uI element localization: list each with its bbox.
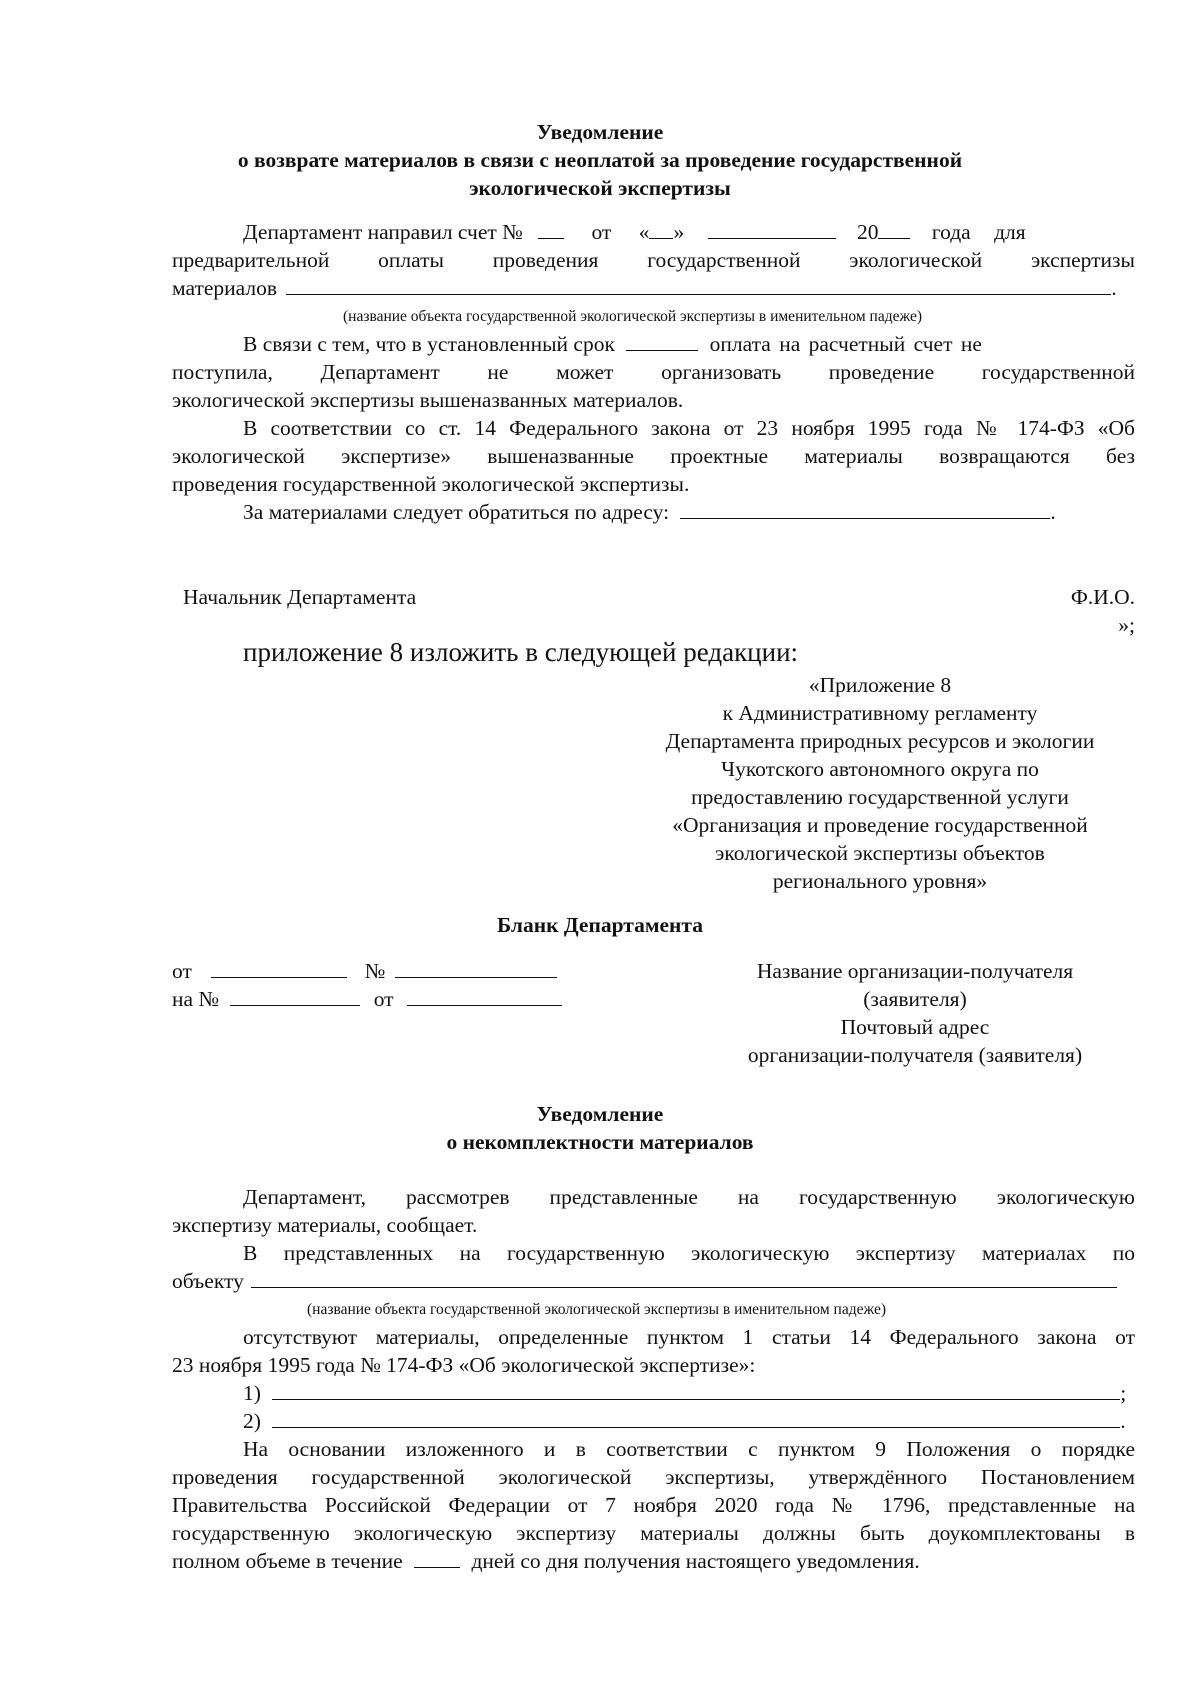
notice1-p1-hint: (название объекта государственной экологической экспертизы в именительном падеже)	[343, 308, 923, 325]
object-field[interactable]	[251, 1267, 1117, 1288]
notice2-p1-line2: экспертизу материалы, сообщает.	[172, 1213, 478, 1237]
notice2-p2-line2: объекту	[172, 1267, 1117, 1295]
missing-item-1: 1) ;	[243, 1381, 1127, 1405]
object-name-blank[interactable]	[286, 274, 1111, 295]
missing-item-2-field[interactable]	[272, 1407, 1120, 1428]
notice1-p4: За материалами следует обратиться по адресу: .	[243, 500, 1056, 524]
notice1-title: Уведомление	[536, 120, 664, 144]
notice1-p1-line3: материалов .	[172, 276, 1117, 300]
amendment-text: приложение 8 изложить в следующей редакции:	[243, 637, 799, 667]
appendix-header-line: предоставлению государственной услуги	[691, 785, 1069, 809]
notice2-subtitle: о некомплектности материалов	[446, 1130, 754, 1154]
reg-line-2: на № от	[172, 985, 562, 1013]
notice2-p2-hint: (название объекта государственной экологической экспертизы в именительном падеже)	[307, 1301, 887, 1318]
address-blank[interactable]	[680, 498, 1050, 519]
days-field[interactable]	[414, 1547, 460, 1568]
deadline-blank[interactable]	[626, 330, 698, 351]
notice2-p1-line1: Департамент, рассмотрев представленные на государственную экологическую	[243, 1185, 1135, 1209]
notice2-p2-line1: В представленных на государственную экологическую экспертизу материалах по	[243, 1241, 1135, 1265]
invoice-day-blank[interactable]	[649, 218, 673, 239]
missing-item-2: 2) .	[243, 1409, 1126, 1433]
reg-number-field[interactable]	[395, 957, 557, 978]
notice1-subtitle-line2: экологической экспертизы	[469, 176, 731, 200]
notice1-p1-line1: Департамент направил счет № от « » 20 года для	[243, 220, 1026, 244]
notice2-p4-line5: полном объеме в течение дней со дня получения настоящего уведомления.	[172, 1549, 920, 1573]
recipient-line: организации-получателя (заявителя)	[747, 1043, 1083, 1067]
recipient-line: Почтовый адрес	[840, 1015, 990, 1039]
ref-number-field[interactable]	[230, 985, 360, 1006]
invoice-month-blank[interactable]	[708, 218, 836, 239]
notice2-p3-line1: отсутствуют материалы, определенные пунктом 1 статьи 14 Федерального закона от	[243, 1325, 1135, 1349]
notice2-p4-line4: государственную экологическую экспертизу материалы должны быть доукомплектованы в	[172, 1521, 1135, 1545]
missing-item-1-field[interactable]	[272, 1379, 1120, 1400]
appendix-header-line: экологической экспертизы объектов	[715, 841, 1045, 865]
appendix-header-line: «Приложение 8	[808, 673, 952, 697]
recipient-line: Название организации-получателя	[756, 959, 1074, 983]
ref-date-field[interactable]	[407, 985, 562, 1006]
notice1-p3-line3: проведения государственной экологической экспертизы.	[172, 472, 690, 496]
appendix-header-line: регионального уровня»	[772, 869, 988, 893]
appendix-header-line: «Организация и проведение государственной	[672, 813, 1088, 837]
appendix-header-line: Департамента природных ресурсов и экологии	[665, 729, 1095, 753]
signatory-name: Ф.И.О.	[1070, 585, 1135, 609]
notice2-p4-line1: На основании изложенного и в соответствии с пунктом 9 Положения о порядке	[243, 1437, 1135, 1461]
notice2-p3-line2: 23 ноября 1995 года № 174-ФЗ «Об экологической экспертизе»:	[172, 1353, 756, 1377]
recipient-line: (заявителя)	[863, 987, 967, 1011]
notice1-p2-line2: поступила, Департамент не может организовать проведение государственной	[172, 360, 1135, 384]
closing-quote: »;	[1118, 613, 1135, 637]
reg-date-field[interactable]	[211, 957, 347, 978]
notice1-p1-line2: предварительной оплаты проведения государственной экологической экспертизы	[172, 248, 1135, 272]
notice1-p3-line1: В соответствии со ст. 14 Федерального закона от 23 ноября 1995 года № 174-ФЗ «Об	[243, 416, 1135, 440]
notice1-p2-line1: В связи с тем, что в установленный срок оплата на расчетный счет не	[243, 332, 982, 356]
notice2-title: Уведомление	[536, 1102, 664, 1126]
signatory-title: Начальник Департамента	[183, 585, 417, 609]
appendix-header-line: к Административному регламенту	[722, 701, 1038, 725]
notice2-p4-line2: проведения государственной экологической экспертизы, утверждённого Постановлением	[172, 1465, 1135, 1489]
notice1-p3-line2: экологической экспертизе» вышеназванные проектные материалы возвращаются без	[172, 444, 1135, 468]
notice2-p4-line3: Правительства Российской Федерации от 7 ноября 2020 года № 1796, представленные на	[172, 1493, 1135, 1517]
invoice-number-blank[interactable]	[538, 218, 564, 239]
blank-title: Бланк Департамента	[496, 913, 704, 937]
appendix-header-line: Чукотского автономного округа по	[721, 757, 1039, 781]
reg-line-1: от №	[172, 957, 557, 985]
invoice-year-blank[interactable]	[878, 218, 910, 239]
notice1-p2-line3: экологической экспертизы вышеназванных материалов.	[172, 388, 684, 412]
notice1-subtitle-line1: о возврате материалов в связи с неоплатой за проведение государственной	[237, 148, 963, 172]
